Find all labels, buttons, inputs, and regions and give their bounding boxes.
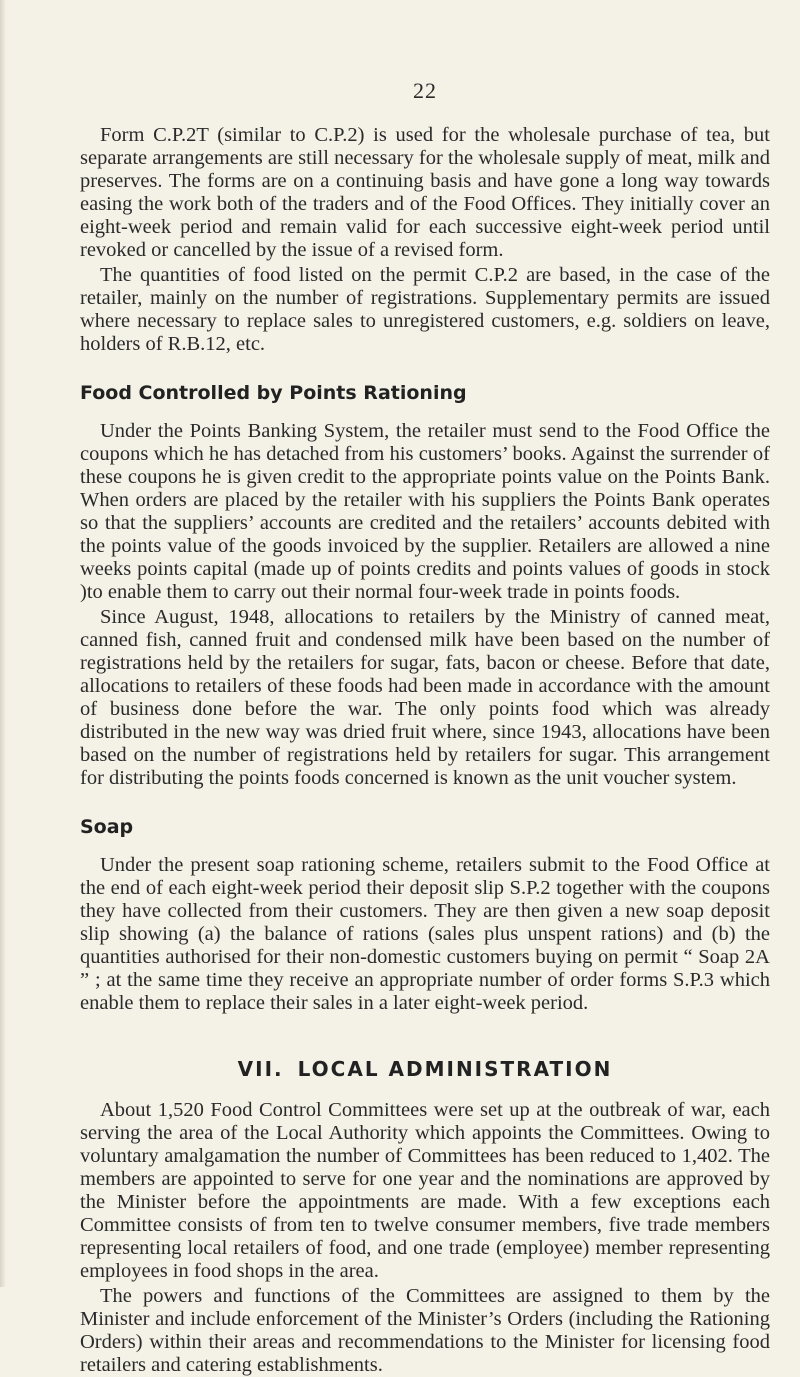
body-paragraph: Since August, 1948, allocations to retailers by the Ministry of canned meat, canned fish, canned fruit and condensed milk have been based on the number of registrations held by the retailers for sugar, fats, bacon or cheese. Before that date, allocations to retailers of these foods had been made in accordance with the amount of business done before the war. The only points food which was already distributed in the new way was dried fruit where, since 1943, allocations have been based on the number of registrations held by retailers for sugar. This arrangement for distributing the points foods concerned is known as the unit voucher system. <box>80 606 770 789</box>
intro-paragraph: The quantities of food listed on the permit C.P.2 are based, in the case of the retailer, mainly on the number of registrations. Supplementary permits are issued where necessary to replace sales to unregistered customers, e.g. soldiers on leave, holders of R.B.12, etc. <box>80 264 770 355</box>
chapter-title: LOCAL ADMINISTRATION <box>297 1057 613 1081</box>
chapter-number: VII. <box>237 1057 284 1081</box>
page-edge-shadow <box>0 0 6 1287</box>
section-heading: Soap <box>80 816 134 838</box>
body-paragraph: About 1,520 Food Control Committees were set up at the outbreak of war, each serving the area of the Local Authority which appoints the Committees. Owing to voluntary amalgamation the number of Committees has been reduced to 1,402. The members are appointed to serve for one year and the nominations are approved by the Minister before the appointments are made. With a few exceptions each Committee consists of from ten to twelve consumer members, five trade members representing local retailers of food, and one trade (employee) member representing employees in food shops in the area. <box>80 1099 770 1282</box>
local-administration-section <box>80 1057 770 1377</box>
body-paragraph: Under the present soap rationing scheme, retailers submit to the Food Office at the end of each eight-week period their deposit slip S.P.2 together with the coupons they have collected from their customers. They are then given a new soap deposit slip showing (a) the balance of rations (sales plus unspent rations) and (b) the quantities authorised for their non-domestic customers buying on permit “ Soap 2A ” ; at the same time they receive an appropriate number of order forms S.P.3 which enable them to replace their sales in a later eight-week period. <box>80 854 770 1014</box>
body-paragraph: Under the Points Banking System, the retailer must send to the Food Office the coupons which he has detached from his customers’ books. Against the surrender of these coupons he is given credit to the appropriate points value on the Points Bank. When orders are placed by the retailer with his suppliers the Points Bank operates so that the suppliers’ accounts are credited and the retailers’ accounts debited with the points value of the goods invoiced by the supplier. Retailers are allowed a nine weeks points capital (made up of points credits and points values of goods in stock )to enable them to carry out their normal four-week trade in points foods. <box>80 420 770 603</box>
points-rationing-section <box>80 382 770 790</box>
soap-section <box>80 816 770 1015</box>
chapter-heading <box>80 1057 770 1081</box>
document-page <box>80 78 770 1377</box>
page-number: 22 <box>413 78 437 103</box>
section-heading: Food Controlled by Points Rationing <box>80 382 467 404</box>
intro-section <box>80 124 770 356</box>
body-paragraph: The powers and functions of the Committees are assigned to them by the Minister and include enforcement of the Minister’s Orders (including the Rationing Orders) within their areas and recommendations to the Minister for licensing food retailers and catering establishments. <box>80 1285 770 1376</box>
intro-paragraph: Form C.P.2T (similar to C.P.2) is used for the wholesale purchase of tea, but separate arrangements are still necessary for the wholesale supply of meat, milk and preserves. The forms are on a continuing basis and have gone a long way towards easing the work both of the traders and of the Food Offices. They initially cover an eight-week period and remain valid for each successive eight-week period until revoked or cancelled by the issue of a revised form. <box>80 124 770 261</box>
